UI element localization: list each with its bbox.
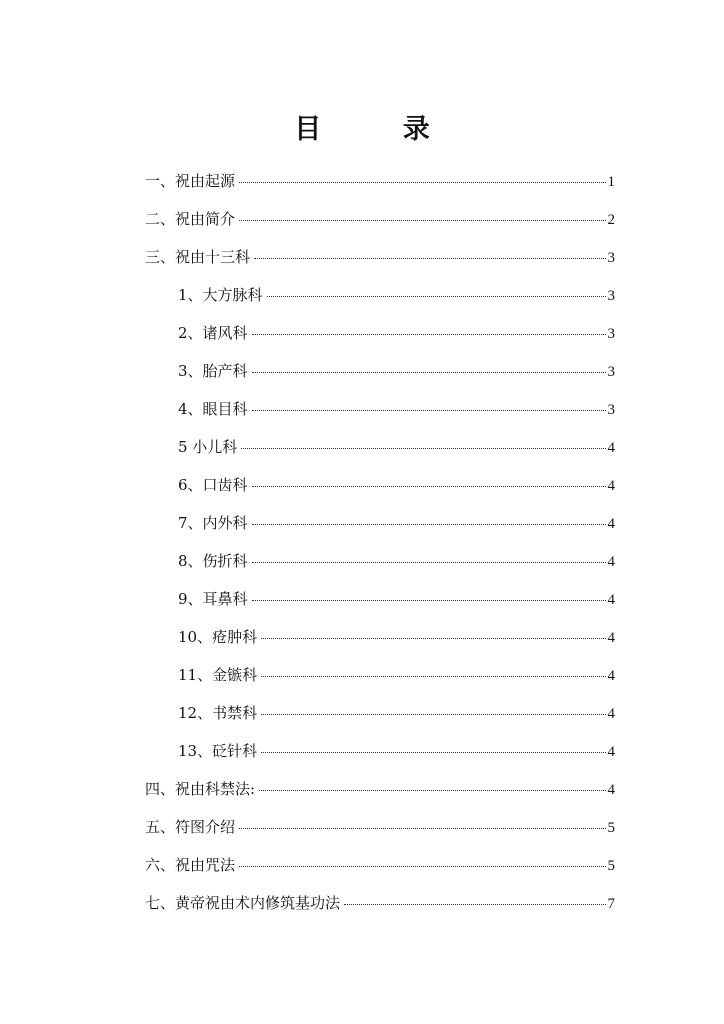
dot-leader xyxy=(261,637,605,639)
toc-entry[interactable] xyxy=(145,314,615,352)
toc-entry[interactable] xyxy=(145,504,615,542)
toc-entry-page-number: 5 xyxy=(607,858,615,874)
toc-entry[interactable] xyxy=(145,808,615,846)
toc-entry[interactable] xyxy=(145,656,615,694)
toc-entry[interactable] xyxy=(145,694,615,732)
toc-entry[interactable] xyxy=(145,352,615,390)
toc-entry-label: 8、伤折科 xyxy=(178,552,248,570)
toc-entry-page-number: 3 xyxy=(607,326,615,342)
toc-entry-label: 12、书禁科 xyxy=(178,704,258,722)
toc-entry-page-number: 4 xyxy=(607,440,615,456)
toc-entry-page-number: 4 xyxy=(607,592,615,608)
toc-entry-label: 3、胎产科 xyxy=(178,362,248,380)
toc-entry[interactable] xyxy=(145,846,615,884)
toc-entry-page-number: 3 xyxy=(607,250,615,266)
dot-leader xyxy=(239,827,605,829)
toc-entry-label: 9、耳鼻科 xyxy=(178,590,248,608)
toc-entry-label: 七、黄帝祝由术内修筑基功法 xyxy=(145,894,341,912)
toc-entry[interactable] xyxy=(145,542,615,580)
toc-entry[interactable] xyxy=(145,390,615,428)
dot-leader xyxy=(239,181,605,183)
toc-entry-label: 13、砭针科 xyxy=(178,742,258,760)
toc-entry-page-number: 3 xyxy=(607,402,615,418)
dot-leader xyxy=(252,333,606,335)
table-of-contents xyxy=(145,162,615,922)
toc-entry[interactable] xyxy=(145,884,615,922)
toc-entry[interactable] xyxy=(145,618,615,656)
dot-leader xyxy=(252,523,606,525)
dot-leader xyxy=(259,789,605,791)
toc-entry-page-number: 4 xyxy=(607,478,615,494)
toc-entry-label: 11、金镞科 xyxy=(178,666,258,684)
dot-leader xyxy=(252,409,606,411)
toc-entry-label: 四、祝由科禁法: xyxy=(145,780,256,798)
toc-entry-page-number: 4 xyxy=(607,782,615,798)
toc-entry[interactable] xyxy=(145,162,615,200)
toc-entry-page-number: 5 xyxy=(607,820,615,836)
toc-entry-page-number: 4 xyxy=(607,668,615,684)
toc-entry[interactable] xyxy=(145,770,615,808)
toc-entry-label: 三、祝由十三科 xyxy=(145,248,251,266)
toc-entry-page-number: 4 xyxy=(607,706,615,722)
toc-entry[interactable] xyxy=(145,732,615,770)
toc-entry[interactable] xyxy=(145,580,615,618)
toc-entry-page-number: 3 xyxy=(607,364,615,380)
toc-entry-label: 二、祝由简介 xyxy=(145,210,236,228)
dot-leader xyxy=(252,485,606,487)
toc-entry-label: 五、符图介绍 xyxy=(145,818,236,836)
dot-leader xyxy=(239,865,605,867)
toc-entry[interactable] xyxy=(145,428,615,466)
toc-entry-label: 10、疮肿科 xyxy=(178,628,258,646)
dot-leader xyxy=(261,751,605,753)
toc-entry-page-number: 1 xyxy=(607,174,615,190)
toc-entry-page-number: 7 xyxy=(607,896,615,912)
dot-leader xyxy=(344,903,605,905)
dot-leader xyxy=(261,713,605,715)
toc-entry[interactable] xyxy=(145,276,615,314)
toc-entry-label: 5 小儿科 xyxy=(178,438,238,456)
toc-title: 目 录 xyxy=(294,114,466,145)
toc-entry-page-number: 4 xyxy=(607,516,615,532)
toc-entry[interactable] xyxy=(145,238,615,276)
toc-entry-label: 六、祝由咒法 xyxy=(145,856,236,874)
toc-entry[interactable] xyxy=(145,466,615,504)
toc-entry-page-number: 2 xyxy=(607,212,615,228)
toc-entry-label: 6、口齿科 xyxy=(178,476,248,494)
dot-leader xyxy=(267,295,606,297)
dot-leader xyxy=(239,219,605,221)
toc-entry[interactable] xyxy=(145,200,615,238)
toc-entry-page-number: 4 xyxy=(607,630,615,646)
dot-leader xyxy=(252,599,606,601)
dot-leader xyxy=(254,257,605,259)
dot-leader xyxy=(241,447,605,449)
toc-entry-page-number: 3 xyxy=(607,288,615,304)
dot-leader xyxy=(252,371,606,373)
toc-entry-label: 7、内外科 xyxy=(178,514,248,532)
toc-entry-page-number: 4 xyxy=(607,744,615,760)
toc-entry-label: 一、祝由起源 xyxy=(145,172,236,190)
dot-leader xyxy=(252,561,606,563)
toc-entry-page-number: 4 xyxy=(607,554,615,570)
toc-entry-label: 4、眼目科 xyxy=(178,400,248,418)
toc-entry-label: 2、诸风科 xyxy=(178,324,248,342)
toc-entry-label: 1、大方脉科 xyxy=(178,286,263,304)
dot-leader xyxy=(261,675,605,677)
